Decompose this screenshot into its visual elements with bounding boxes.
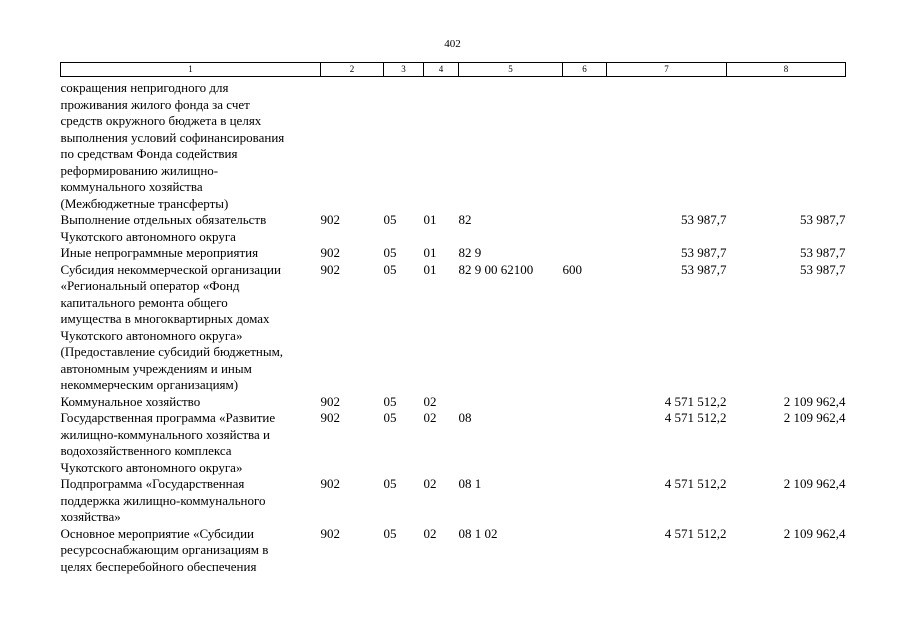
expense-type-code [563, 476, 607, 526]
table-row [61, 262, 846, 394]
expense-type-code [563, 526, 607, 576]
target-article-code: 82 9 [458, 245, 482, 260]
section-code: 05 [383, 393, 397, 409]
column-number: 2 [321, 63, 384, 77]
table-row [61, 245, 846, 262]
subsection-code: 01 [423, 261, 437, 277]
section-code: 05 [383, 410, 397, 425]
column-number: 6 [563, 63, 607, 77]
section-code: 05 [383, 212, 397, 227]
amount-col8: 2 109 962,4 [783, 476, 846, 491]
amount-col8: 53 987,7 [800, 261, 846, 277]
grbs-code: 902 [320, 261, 340, 277]
table-row [61, 476, 846, 526]
amount-col7 [607, 77, 727, 213]
target-article-code: 08 [458, 410, 472, 425]
item-name: Основное мероприятие «Субсидии ресурсоснабжающим организациям в целях бесперебойного обеспечения [60, 525, 269, 574]
grbs-code: 902 [320, 476, 340, 491]
amount-col7: 4 571 512,2 [664, 525, 727, 541]
expense-type-code [563, 410, 607, 476]
section-code: 05 [383, 261, 397, 277]
column-number: 1 [61, 63, 321, 77]
subsection-code [424, 77, 459, 213]
item-name: Коммунальное хозяйство [60, 393, 201, 409]
amount-col8: 53 987,7 [800, 245, 846, 260]
target-article-code: 82 [458, 212, 472, 227]
column-number: 7 [607, 63, 727, 77]
amount-col8: 2 109 962,4 [783, 410, 846, 425]
grbs-code: 902 [320, 410, 340, 425]
amount-col7: 4 571 512,2 [664, 410, 727, 425]
item-name: Выполнение отдельных обязательств Чукотского автономного округа [60, 212, 267, 244]
expense-type-code [563, 394, 607, 411]
subsection-code: 01 [423, 212, 437, 227]
table-row [61, 77, 846, 213]
amount-col7: 53 987,7 [681, 212, 727, 227]
item-name: Субсидия некоммерческой организации «Региональный оператор «Фонд капитального ремонта общего имущества в многоквартирных домах Чукотского автономного округа» (Предоставление субсидий бюджетным, автономным учреждениям и иным некоммерческим организациям) [60, 261, 284, 392]
amount-col7: 53 987,7 [681, 245, 727, 260]
grbs-code: 902 [320, 393, 340, 409]
amount-col7: 53 987,7 [681, 261, 727, 277]
section-code: 05 [383, 525, 397, 541]
item-name: сокращения непригодного для проживания жилого фонда за счет средств окружного бюджета в целях выполнения условий софинансирования по средствам Фонда содействия реформированию жилищно- коммунального хозяйства (Межбюджетные трансферты) [60, 80, 285, 211]
column-number: 8 [727, 63, 846, 77]
column-number-row [61, 63, 846, 77]
table-row [61, 394, 846, 411]
section-code [384, 77, 424, 213]
target-article-code: 08 1 [458, 476, 482, 491]
item-name: Подпрограмма «Государственная поддержка жилищно-коммунального хозяйства» [60, 476, 266, 524]
column-number: 3 [384, 63, 424, 77]
table-row [61, 410, 846, 476]
grbs-code: 902 [320, 525, 340, 541]
subsection-code: 02 [423, 476, 437, 491]
amount-col8: 2 109 962,4 [783, 393, 846, 409]
grbs-code: 902 [320, 245, 340, 260]
section-code: 05 [383, 476, 397, 491]
column-number: 5 [459, 63, 563, 77]
table-row [61, 212, 846, 245]
expense-type-code [563, 212, 607, 245]
expense-type-code [563, 245, 607, 262]
amount-col8: 2 109 962,4 [783, 525, 846, 541]
expense-type-code [563, 77, 607, 213]
amount-col8: 53 987,7 [800, 212, 846, 227]
subsection-code: 02 [423, 410, 437, 425]
subsection-code: 01 [423, 245, 437, 260]
budget-table [60, 62, 846, 575]
item-name: Государственная программа «Развитие жилищно-коммунального хозяйства и водохозяйственного комплекса Чукотского автономного округа» [60, 410, 276, 475]
target-article-code [459, 77, 563, 213]
table-row [61, 526, 846, 576]
target-article-code [459, 394, 563, 411]
grbs-code: 902 [320, 212, 340, 227]
subsection-code: 02 [423, 393, 437, 409]
subsection-code: 02 [423, 525, 437, 541]
amount-col7: 4 571 512,2 [664, 393, 727, 409]
expense-type-code: 600 [562, 261, 582, 277]
amount-col7: 4 571 512,2 [664, 476, 727, 491]
item-name: Иные непрограммные мероприятия [60, 245, 259, 260]
target-article-code: 08 1 02 [458, 525, 498, 541]
target-article-code: 82 9 00 62100 [458, 261, 534, 277]
page-number: 402 [444, 38, 461, 50]
section-code: 05 [383, 245, 397, 260]
amount-col8 [727, 77, 846, 213]
grbs-code [321, 77, 384, 213]
column-number: 4 [424, 63, 459, 77]
